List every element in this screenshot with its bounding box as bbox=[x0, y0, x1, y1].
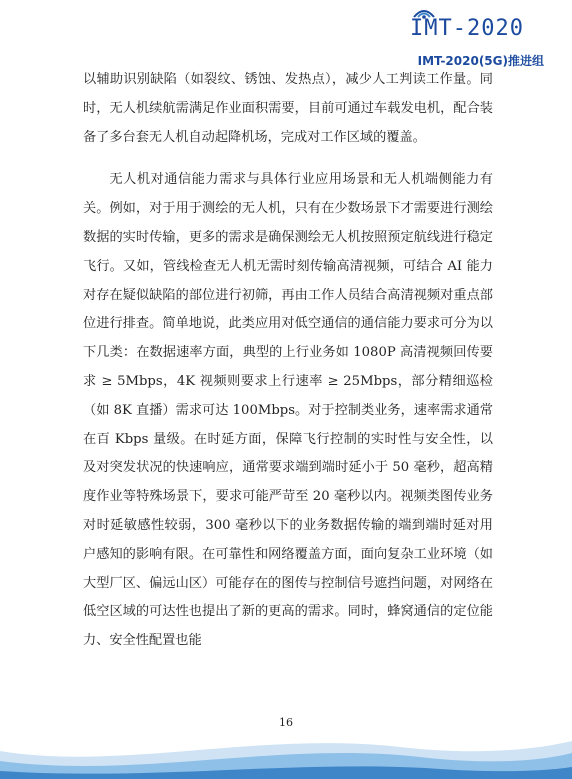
footer-wave-decoration bbox=[0, 721, 572, 779]
paragraph-2: 无人机对通信能力需求与具体行业应用场景和无人机端侧能力有关。例如，对于用于测绘的无人机，只有在少数场景下才需要进行测绘数据的实时传输，更多的需求是确保测绘无人机按照预定航线进行稳定飞行。又如，管线检查无人机无需时刻传输高清视频，可结合 AI 能力对存在疑似缺陷的部位进行初筛，再由工作人员结合高清视频对重点部位进行排查。简单地说，此类应用对低空通信的通信能力要求可分为以下几类：在数据速率方面，典型的上行业务如 1080P 高清视频回传要求 ≥ 5Mbps，4K 视频则要求上行速率 ≥ 25Mbps，部分精细巡检（如 8K 直播）需求可达 100Mbps。对于控制类业务，速率需求通常在百 Kbps 量级。在时延方面，保障飞行控制的实时性与安全性，以及对突发状况的快速响应，通常要求端到端时延小于 50 毫秒，超高精度作业等特殊场景下，要求可能严苛至 20 毫秒以内。视频类图传业务对时延敏感性较弱，300 毫秒以下的业务数据传输的端到端时延对用户感知的影响有限。在可靠性和网络覆盖方面，面向复杂工业环境（如大型厂区、偏远山区）可能存在的图传与控制信号遮挡问题，对网络在低空区域的可达性也提出了新的更高的需求。同时，蜂窝通信的定位能力、安全性配置也能 bbox=[83, 172, 493, 649]
paragraph-1: 以辅助识别缺陷（如裂纹、锈蚀、发热点），减少人工判读工作量。同时，无人机续航需满足作业面积需要，目前可通过车载发电机，配合装备了多台套无人机自动起降机场，完成对工作区域的覆盖。 bbox=[83, 72, 493, 145]
body-text bbox=[83, 66, 493, 656]
logo-wordmark: IMT-2020 bbox=[410, 16, 524, 41]
imt2020-logo bbox=[410, 4, 550, 68]
page-number: 16 bbox=[279, 716, 293, 729]
organization-name: IMT-2020(5G)推进组 bbox=[417, 54, 544, 68]
